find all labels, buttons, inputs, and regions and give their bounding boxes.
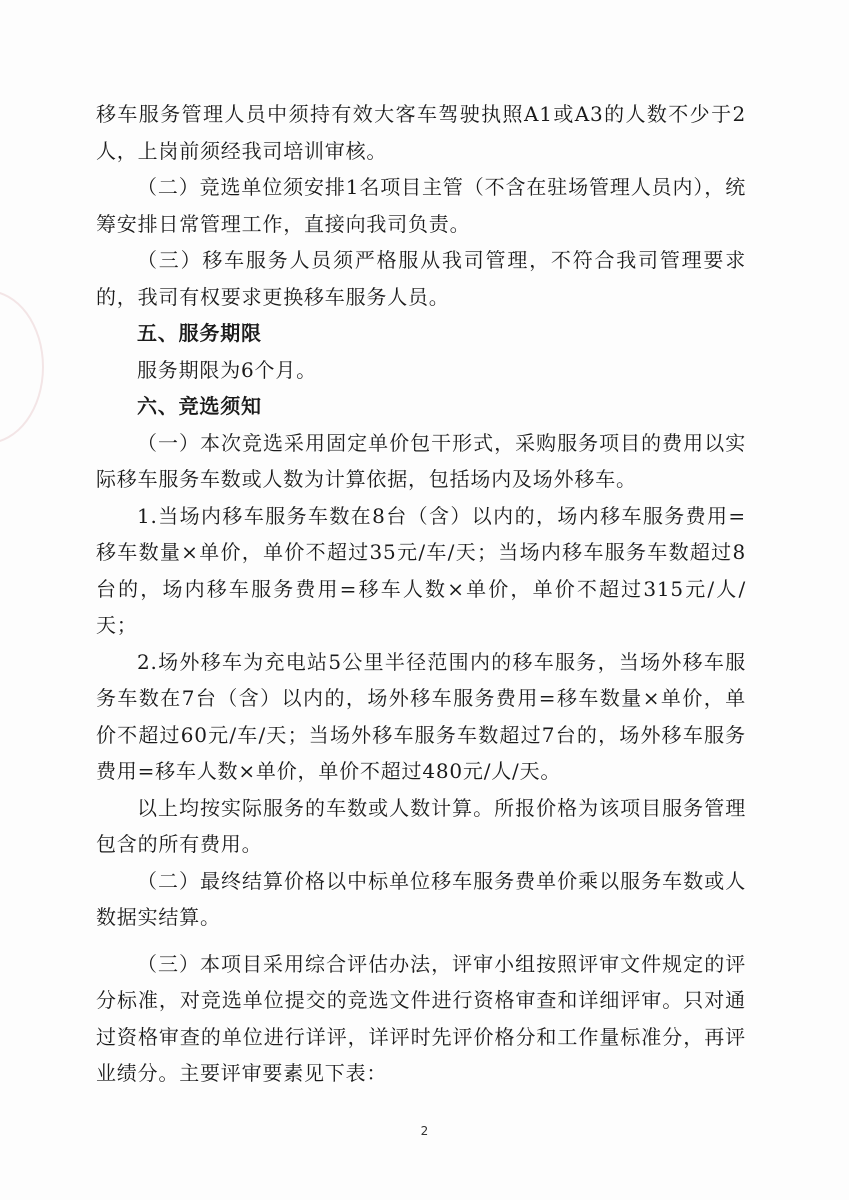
document-body <box>96 96 746 1092</box>
paragraph-evaluation-method: （三）本项目采用综合评估办法，评审小组按照评审文件规定的评分标准，对竞选单位提交的竞选文件进行资格审查和详细评审。只对通过资格审查的单位进行详评，详评时先评价格分和工作量标准分，再评业绩分。主要评审要素见下表： <box>96 951 746 1085</box>
paragraph-pricing-summary: 以上均按实际服务的车数或人数计算。所报价格为该项目服务管理包含的所有费用。 <box>96 795 746 856</box>
section-heading-bidding-notice: 六、竞选须知 <box>137 394 262 418</box>
section-heading-service-period: 五、服务期限 <box>137 321 262 345</box>
seal-edge-mark <box>0 290 44 444</box>
paragraph-final-settlement: （二）最终结算价格以中标单位移车服务费单价乘以服务车数或人数据实结算。 <box>96 868 746 929</box>
paragraph-project-supervisor: （二）竞选单位须安排1名项目主管（不含在驻场管理人员内），统筹安排日常管理工作，直接向我司负责。 <box>96 175 746 236</box>
paragraph-personnel-license: 移车服务管理人员中须持有效大客车驾驶执照A1或A3的人数不少于2人，上岗前须经我司培训审核。 <box>96 102 746 163</box>
paragraph-offsite-pricing: 2.场外移车为充电站5公里半径范围内的移车服务，当场外移车服务车数在7台（含）以内的，场外移车服务费用=移车数量×单价，单价不超过60元/车/天；当场外移车服务车数超过7台的，场外移车服务费用=移车人数×单价，单价不超过480元/人/天。 <box>96 649 746 783</box>
page-number: 2 <box>420 1124 429 1138</box>
paragraph-fixed-unit-price: （一）本次竞选采用固定单价包干形式，采购服务项目的费用以实际移车服务车数或人数为计算依据，包括场内及场外移车。 <box>96 430 746 491</box>
paragraph-onsite-pricing: 1.当场内移车服务车数在8台（含）以内的，场内移车服务费用=移车数量×单价，单价不超过35元/车/天；当场内移车服务车数超过8台的，场内移车服务费用=移车人数×单价，单价不超过315元/人/天； <box>96 503 746 637</box>
paragraph-staff-management: （三）移车服务人员须严格服从我司管理，不符合我司管理要求的，我司有权要求更换移车服务人员。 <box>96 248 746 309</box>
paragraph-service-period: 服务期限为6个月。 <box>137 357 317 382</box>
